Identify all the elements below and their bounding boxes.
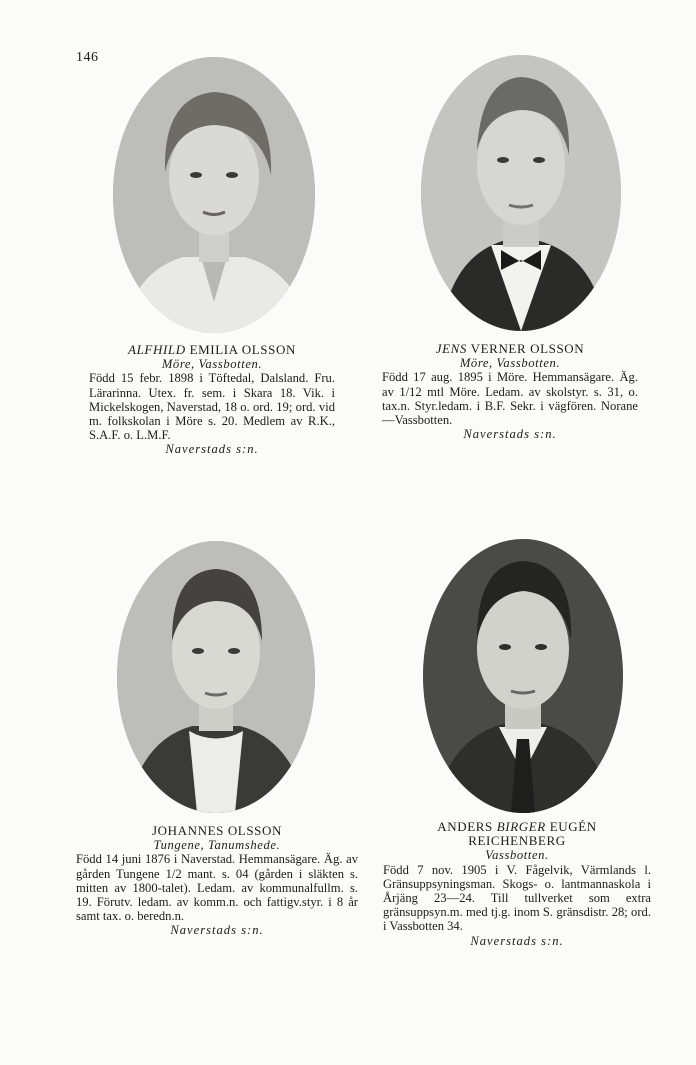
person-name	[89, 343, 335, 357]
page-number: 146	[76, 50, 99, 65]
biography-entry-jens-verner-olsson	[382, 342, 638, 441]
name-italic-part: ALFHILD	[128, 342, 186, 357]
portrait-photo-johannes-olsson	[117, 541, 315, 813]
person-name-line2: REICHENBERG	[468, 833, 566, 849]
person-name	[383, 820, 651, 834]
person-name	[382, 342, 638, 356]
parish-signature: Naverstads s:n.	[170, 923, 264, 938]
biography-text: Född 15 febr. 1898 i Töftedal, Dalsland. Fru. Lärarinna. Utex. fr. sem. i Skara 18. Vik. i Mickelskogen, Naverstad, 18 o. ord. 19; ord. vid m. folkskolan i Möre s. 20. Medlem av R.K., S.A.F. o. L.M.F.	[89, 371, 335, 443]
parish-signature: Naverstads s:n.	[463, 427, 557, 442]
person-name: JOHANNES OLSSON	[152, 823, 282, 838]
parish-signature: Naverstads s:n.	[470, 933, 564, 948]
residence: Vassbotten.	[485, 848, 549, 863]
biography-entry-johannes-olsson	[76, 824, 358, 938]
biography-entry-alfhild-olsson	[89, 343, 335, 457]
residence: Möre, Vassbotten.	[459, 356, 561, 371]
residence: Tungene, Tanumshede.	[153, 838, 281, 853]
residence: Möre, Vassbotten.	[161, 357, 263, 372]
parish-signature: Naverstads s:n.	[165, 442, 259, 457]
biography-text: Född 17 aug. 1895 i Möre. Hemmansägare. Äg. av 1/12 mtl Möre. Ledam. av skolstyr. s. 31, o. tax.n. Styr.ledam. i B.F. Sekr. i vägfören. Norane—Vassbotten.	[382, 370, 638, 428]
portrait-photo-alfhild-olsson	[113, 57, 315, 333]
name-last: EUGÉN	[549, 819, 597, 834]
name-first: ANDERS	[437, 819, 493, 834]
portrait-photo-jens-verner-olsson	[421, 55, 621, 331]
name-italic-part: BIRGER	[496, 819, 546, 834]
biography-text: Född 7 nov. 1905 i V. Fågelvik, Värmlands l. Gränsuppsyningsman. Skogs- o. lantmannaskola i Årjäng 23—24. Till tullverket som extra gränsuppsyn.m. med tj.g. inom S. gränsdistr. 28; ord. i Vassbotten 34.	[383, 862, 651, 934]
name-rest: EMILIA OLSSON	[189, 342, 296, 357]
biography-entry-anders-birger-eugen-reichenberg	[383, 820, 651, 948]
portrait-photo-anders-birger-eugen-reichenberg	[423, 539, 623, 813]
name-italic-part: JENS	[435, 341, 468, 356]
biography-text: Född 14 juni 1876 i Naverstad. Hemmansägare. Äg. av gården Tungene 1/2 mant. s. 04 (gården i släkten s. mitten av 1800-talet). Ledam. av kommunalfullm. s. 19. Förutv. ledam. av komm.n. och fattigv.styr. i 8 år samt tax. o. beredn.n.	[76, 852, 358, 924]
name-rest: VERNER OLSSON	[470, 341, 585, 356]
